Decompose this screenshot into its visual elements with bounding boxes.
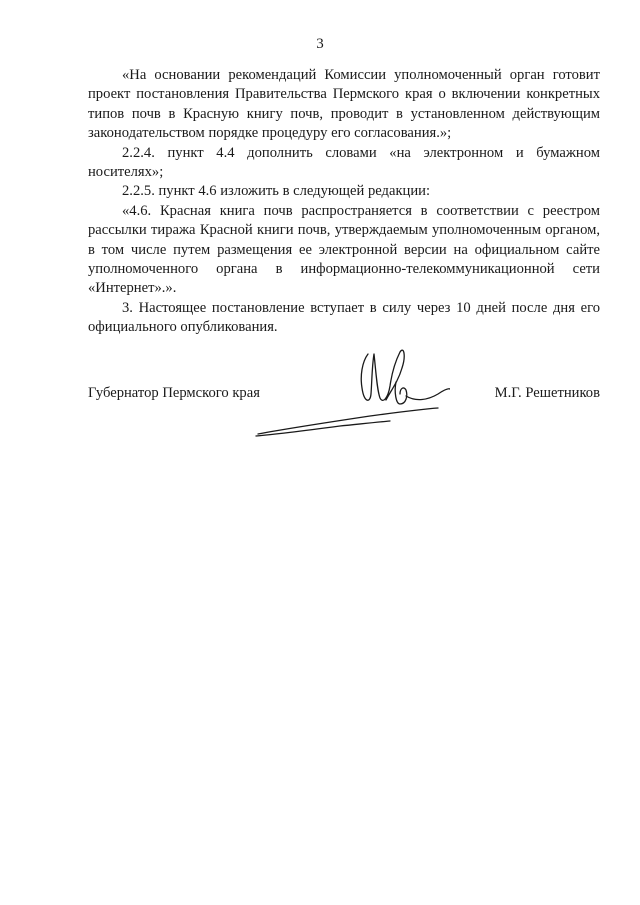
signer-title: Губернатор Пермского края <box>88 385 260 401</box>
signer-name: М.Г. Решетников <box>494 385 600 401</box>
handwritten-signature <box>250 342 450 442</box>
paragraph-3-effective-date: 3. Настоящее постановление вступает в силу через 10 дней после дня его официального опубликования. <box>88 299 600 336</box>
paragraph-2-2-4: 2.2.4. пункт 4.4 дополнить словами «на электронном и бумажном носителях»; <box>88 144 600 181</box>
paragraph-4-6-new-text: «4.6. Красная книга почв распространяется в соответствии с реестром рассылки тиража Красной книги почв, утверждаемым уполномоченным органом, в том числе путем размещения ее электронной версии на официальном сайте уполномоченного органа в информационно-телекоммуникационной сети «Интернет».». <box>88 202 600 297</box>
paragraph-commission-recommendations: «На основании рекомендаций Комиссии уполномоченный орган готовит проект постановления Правительства Пермского края о включении конкретных типов почв в Красную книгу почв, проводит в установленном действующим законодательством порядке процедуру его согласования.»; <box>88 67 600 142</box>
document-body <box>88 66 600 338</box>
paragraph-2-2-5: 2.2.5. пункт 4.6 изложить в следующей редакции: <box>122 183 431 200</box>
page-number: 3 <box>316 36 324 52</box>
